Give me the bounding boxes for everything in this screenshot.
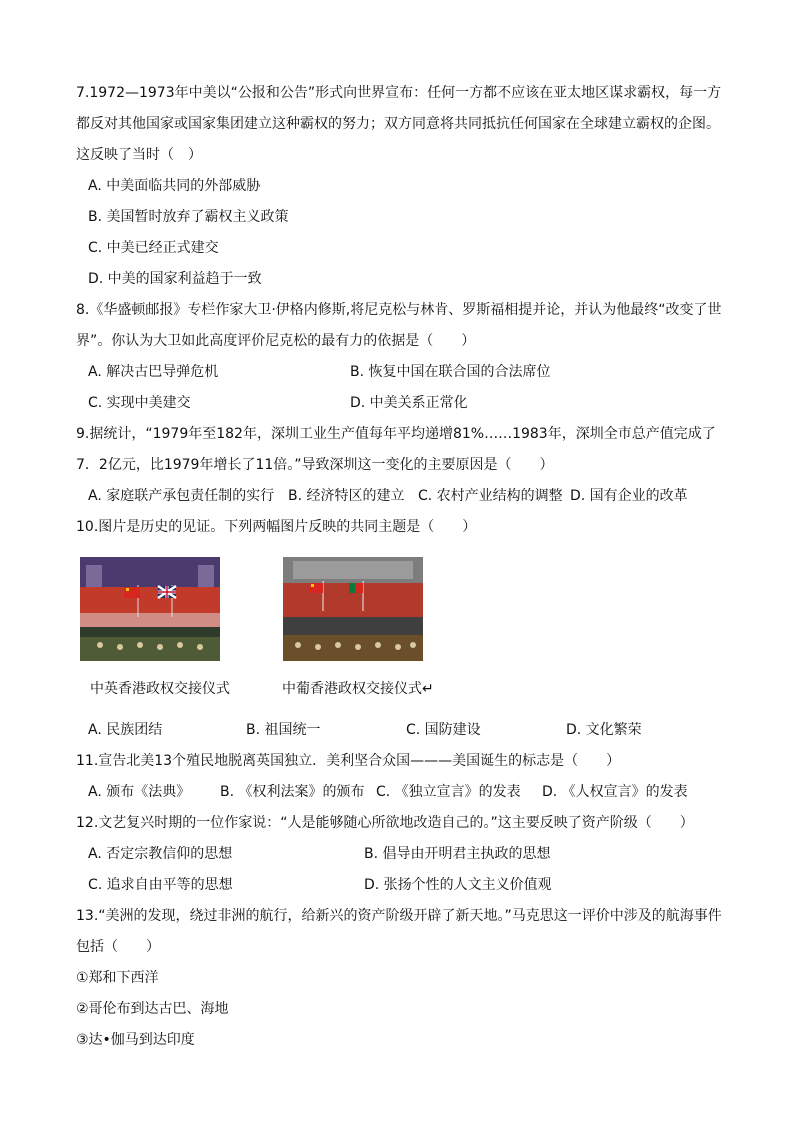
question-13-item-2: ②哥伦布到达古巴、海地	[76, 1001, 229, 1017]
question-9-option-b[interactable]: B. 经济特区的建立	[288, 488, 405, 504]
question-13-item-1: ①郑和下西洋	[76, 970, 159, 986]
question-9-option-c[interactable]: C. 农村产业结构的调整	[418, 488, 563, 504]
question-11-stem: 11.宣告北美13个殖民地脱离英国独立．美利坚合众国———美国诞生的标志是（ ）	[76, 753, 621, 769]
question-12-option-c[interactable]: C. 追求自由平等的思想	[88, 877, 233, 893]
question-8-option-d[interactable]: D. 中美关系正常化	[350, 395, 468, 411]
question-8-options-row-2	[76, 388, 726, 419]
question-9-options-row	[76, 481, 726, 512]
caption-sino-portuguese: 中葡香港政权交接仪式↵	[282, 681, 434, 697]
question-13-stem: 13.“美洲的发现，绕过非洲的航行，给新兴的资产阶级开辟了新天地。”马克思这一评价中涉及的航海事件包括（ ）	[76, 908, 722, 955]
question-11-option-b[interactable]: B. 《权利法案》的颁布	[220, 784, 365, 800]
question-7-option-d[interactable]: D. 中美的国家利益趋于一致	[88, 271, 262, 287]
question-10-option-c[interactable]: C. 国防建设	[406, 722, 481, 738]
question-11-option-c[interactable]: C. 《独立宣言》的发表	[376, 784, 521, 800]
handover-photo-uk	[80, 557, 220, 661]
question-10-captions	[76, 675, 726, 715]
question-12-stem: 12.文艺复兴时期的一位作家说：“人是能够随心所欲地改造自己的。”这主要反映了资产阶级（ ）	[76, 815, 694, 831]
question-9-option-a[interactable]: A. 家庭联产承包责任制的实行	[88, 488, 275, 504]
handover-photo-portugal	[283, 557, 423, 661]
question-10-option-a[interactable]: A. 民族团结	[88, 722, 163, 738]
question-8-option-c[interactable]: C. 实现中美建交	[88, 395, 191, 411]
question-8-options-row-1	[76, 357, 726, 388]
question-12-options-row-1	[76, 839, 726, 870]
question-12-option-d[interactable]: D. 张扬个性的人文主义价值观	[364, 877, 552, 893]
exam-page	[76, 78, 726, 1056]
question-12-option-a[interactable]: A. 否定宗教信仰的思想	[88, 846, 233, 862]
question-8-option-a[interactable]: A. 解决古巴导弹危机	[88, 364, 219, 380]
question-9-stem: 9.据统计，“1979年至182年，深圳工业生产值每年平均递增81%……1983年，深圳全市总产值完成了7．2亿元，比1979年增长了11倍。”导致深圳这一变化的主要原因是（ ）	[76, 426, 716, 473]
question-8-stem: 8.《华盛顿邮报》专栏作家大卫·伊格内修斯,将尼克松与林肯、罗斯福相提并论，并认为他最终“改变了世界”。你认为大卫如此高度评价尼克松的最有力的依据是（ ）	[76, 302, 722, 349]
question-7-option-b[interactable]: B. 美国暂时放弃了霸权主义政策	[88, 209, 289, 225]
question-8-option-b[interactable]: B. 恢复中国在联合国的合法席位	[350, 364, 551, 380]
question-10-option-d[interactable]: D. 文化繁荣	[566, 722, 642, 738]
question-10-options-row	[76, 715, 726, 746]
question-11-option-d[interactable]: D. 《人权宣言》的发表	[542, 784, 688, 800]
question-9-option-d[interactable]: D. 国有企业的改革	[570, 488, 688, 504]
question-11-options-row	[76, 777, 726, 808]
question-7-option-c[interactable]: C. 中美已经正式建交	[88, 240, 219, 256]
question-13-item-3: ③达•伽马到达印度	[76, 1032, 195, 1048]
caption-sino-british: 中英香港政权交接仪式	[90, 681, 230, 697]
question-7-stem: 7.1972—1973年中美以“公报和公告”形式向世界宣布：任何一方都不应该在亚太地区谋求霸权，每一方都反对其他国家或国家集团建立这种霸权的努力；双方同意将共同抵抗任何国家在全球建立霸权的企图。这反映了当时（ ）	[76, 85, 722, 163]
question-10-figures	[76, 557, 726, 675]
question-10-option-b[interactable]: B. 祖国统一	[246, 722, 321, 738]
question-12-options-row-2	[76, 870, 726, 901]
question-11-option-a[interactable]: A. 颁布《法典》	[88, 784, 191, 800]
question-7-option-a[interactable]: A. 中美面临共同的外部威胁	[88, 178, 261, 194]
question-12-option-b[interactable]: B. 倡导由开明君主执政的思想	[364, 846, 551, 862]
question-10-stem: 10.图片是历史的见证。下列两幅图片反映的共同主题是（ ）	[76, 519, 477, 535]
